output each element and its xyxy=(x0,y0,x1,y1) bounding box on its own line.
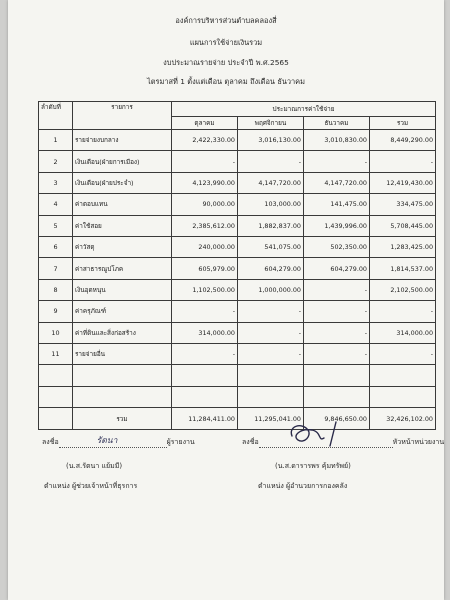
row-number: 11 xyxy=(39,343,73,364)
row-number: 1 xyxy=(39,130,73,151)
row-total: - xyxy=(370,151,436,172)
month-header-nov: พฤศจิกายน xyxy=(238,117,304,130)
table-row xyxy=(39,215,436,236)
row-dec xyxy=(304,386,370,407)
budget-year: งบประมาณรายจ่าย ประจำปี พ.ศ.2565 xyxy=(163,58,289,67)
table-row xyxy=(39,386,436,407)
row-item: ค่าครุภัณฑ์ xyxy=(73,301,172,322)
row-nov: 541,075.00 xyxy=(238,236,304,257)
total-row xyxy=(39,408,436,430)
left-sign-prefix: ลงชื่อ xyxy=(42,438,59,446)
left-signer-name: (น.ส.รัตนา แย้มมี) xyxy=(66,462,123,470)
row-number: 10 xyxy=(39,322,73,343)
row-item: ค่าสาธารณูปโภค xyxy=(73,258,172,279)
row-dec xyxy=(304,365,370,386)
row-oct: - xyxy=(172,151,238,172)
table-row xyxy=(39,194,436,215)
row-nov: - xyxy=(238,322,304,343)
row-dec: 502,350.00 xyxy=(304,236,370,257)
row-oct: 605,979.00 xyxy=(172,258,238,279)
row-item: ค่าใช้สอย xyxy=(73,215,172,236)
right-signer-name: (น.ส.ดารารพร คุ้มทรัพย์) xyxy=(275,462,351,470)
row-total: - xyxy=(370,301,436,322)
row-item: ค่าตอบแทน xyxy=(73,194,172,215)
row-dec: 3,010,830.00 xyxy=(304,130,370,151)
row-oct: 314,000.00 xyxy=(172,322,238,343)
estimate-group-header: ประมาณการค่าใช้จ่าย xyxy=(172,102,436,117)
row-number: 8 xyxy=(39,279,73,300)
row-dec: - xyxy=(304,301,370,322)
row-total: 334,475.00 xyxy=(370,194,436,215)
row-nov: 3,016,130.00 xyxy=(238,130,304,151)
org-name: องค์การบริหารส่วนตำบลคลองสี่ xyxy=(175,16,277,25)
total-sum: 32,426,102.00 xyxy=(370,408,436,430)
row-item: ค่าวัสดุ xyxy=(73,236,172,257)
document-page xyxy=(8,0,444,600)
row-nov: 4,147,720.00 xyxy=(238,172,304,193)
row-total: 12,419,430.00 xyxy=(370,172,436,193)
table-row xyxy=(39,236,436,257)
row-item: เงินเดือน(ฝ่ายการเมือง) xyxy=(73,151,172,172)
quarter-label: ไตรมาสที่ 1 ตั้งแต่เดือน ตุลาคม ถึงเดือน ธันวาคม xyxy=(147,77,305,86)
row-oct: 4,123,990.00 xyxy=(172,172,238,193)
row-total: - xyxy=(370,343,436,364)
row-total xyxy=(370,365,436,386)
table-row xyxy=(39,301,436,322)
total-dec: 9,846,650.00 xyxy=(304,408,370,430)
row-nov: 1,000,000.00 xyxy=(238,279,304,300)
row-dec: 604,279.00 xyxy=(304,258,370,279)
row-total: 8,449,290.00 xyxy=(370,130,436,151)
total-oct: 11,284,411.00 xyxy=(172,408,238,430)
row-nov: - xyxy=(238,343,304,364)
table-row xyxy=(39,151,436,172)
total-label: รวม xyxy=(73,408,172,430)
row-total: 2,102,500.00 xyxy=(370,279,436,300)
row-number: 5 xyxy=(39,215,73,236)
month-header-total: รวม xyxy=(370,117,436,130)
budget-table xyxy=(38,101,436,430)
row-oct: 240,000.00 xyxy=(172,236,238,257)
row-number: 4 xyxy=(39,194,73,215)
table-row xyxy=(39,172,436,193)
row-nov: 604,279.00 xyxy=(238,258,304,279)
table-row xyxy=(39,258,436,279)
row-oct: 90,000.00 xyxy=(172,194,238,215)
row-nov: - xyxy=(238,301,304,322)
row-dec: - xyxy=(304,343,370,364)
row-item: เงินอุดหนุน xyxy=(73,279,172,300)
right-role-label: หัวหน้าหน่วยงาน xyxy=(392,438,445,446)
month-header-oct: ตุลาคม xyxy=(172,117,238,130)
right-sign-prefix: ลงชื่อ xyxy=(242,438,259,446)
row-dec: 141,475.00 xyxy=(304,194,370,215)
table-row xyxy=(39,279,436,300)
row-number: 6 xyxy=(39,236,73,257)
row-oct xyxy=(172,386,238,407)
row-oct xyxy=(172,365,238,386)
row-oct: 2,422,330.00 xyxy=(172,130,238,151)
row-total: 314,000.00 xyxy=(370,322,436,343)
row-oct: - xyxy=(172,343,238,364)
row-item: รายจ่ายงบกลาง xyxy=(73,130,172,151)
row-number: 7 xyxy=(39,258,73,279)
row-item xyxy=(73,386,172,407)
row-dec: - xyxy=(304,322,370,343)
row-total xyxy=(370,386,436,407)
left-role-label: ผู้รายงาน xyxy=(166,438,195,446)
row-oct: 1,102,500.00 xyxy=(172,279,238,300)
table-row xyxy=(39,322,436,343)
row-dec: - xyxy=(304,279,370,300)
row-number: 9 xyxy=(39,301,73,322)
table-row xyxy=(39,130,436,151)
row-nov: 1,882,837.00 xyxy=(238,215,304,236)
row-item: รายจ่ายอื่น xyxy=(73,343,172,364)
row-nov: - xyxy=(238,151,304,172)
right-handwritten-signature xyxy=(278,416,368,450)
row-number: 2 xyxy=(39,151,73,172)
row-item xyxy=(73,365,172,386)
total-nov: 11,295,041.00 xyxy=(238,408,304,430)
row-nov xyxy=(238,365,304,386)
right-signer-position: ตำแหน่ง ผู้อำนวยการกองคลัง xyxy=(258,482,348,490)
row-total: 5,708,445.00 xyxy=(370,215,436,236)
row-dec: - xyxy=(304,151,370,172)
month-header-dec: ธันวาคม xyxy=(304,117,370,130)
row-oct: 2,385,612.00 xyxy=(172,215,238,236)
row-total: 1,283,425.00 xyxy=(370,236,436,257)
row-number xyxy=(39,365,73,386)
row-dec: 4,147,720.00 xyxy=(304,172,370,193)
row-number xyxy=(39,386,73,407)
row-dec: 1,439,996.00 xyxy=(304,215,370,236)
left-signature-line xyxy=(42,437,195,448)
col-item-header: รายการ xyxy=(73,102,172,130)
row-oct: - xyxy=(172,301,238,322)
left-handwritten-signature: รัตนา xyxy=(96,436,118,446)
row-item: ค่าที่ดินและสิ่งก่อสร้าง xyxy=(73,322,172,343)
col-no-header: ลำดับที่ xyxy=(39,102,73,130)
table-row xyxy=(39,343,436,364)
left-signer-position: ตำแหน่ง ผู้ช่วยเจ้าหน้าที่ธุรการ xyxy=(44,482,138,490)
table-row xyxy=(39,365,436,386)
row-number: 3 xyxy=(39,172,73,193)
row-item: เงินเดือน(ฝ่ายประจำ) xyxy=(73,172,172,193)
row-total: 1,814,537.00 xyxy=(370,258,436,279)
plan-title: แผนการใช้จ่ายเงินรวม xyxy=(189,38,263,47)
row-nov: 103,000.00 xyxy=(238,194,304,215)
row-nov xyxy=(238,386,304,407)
